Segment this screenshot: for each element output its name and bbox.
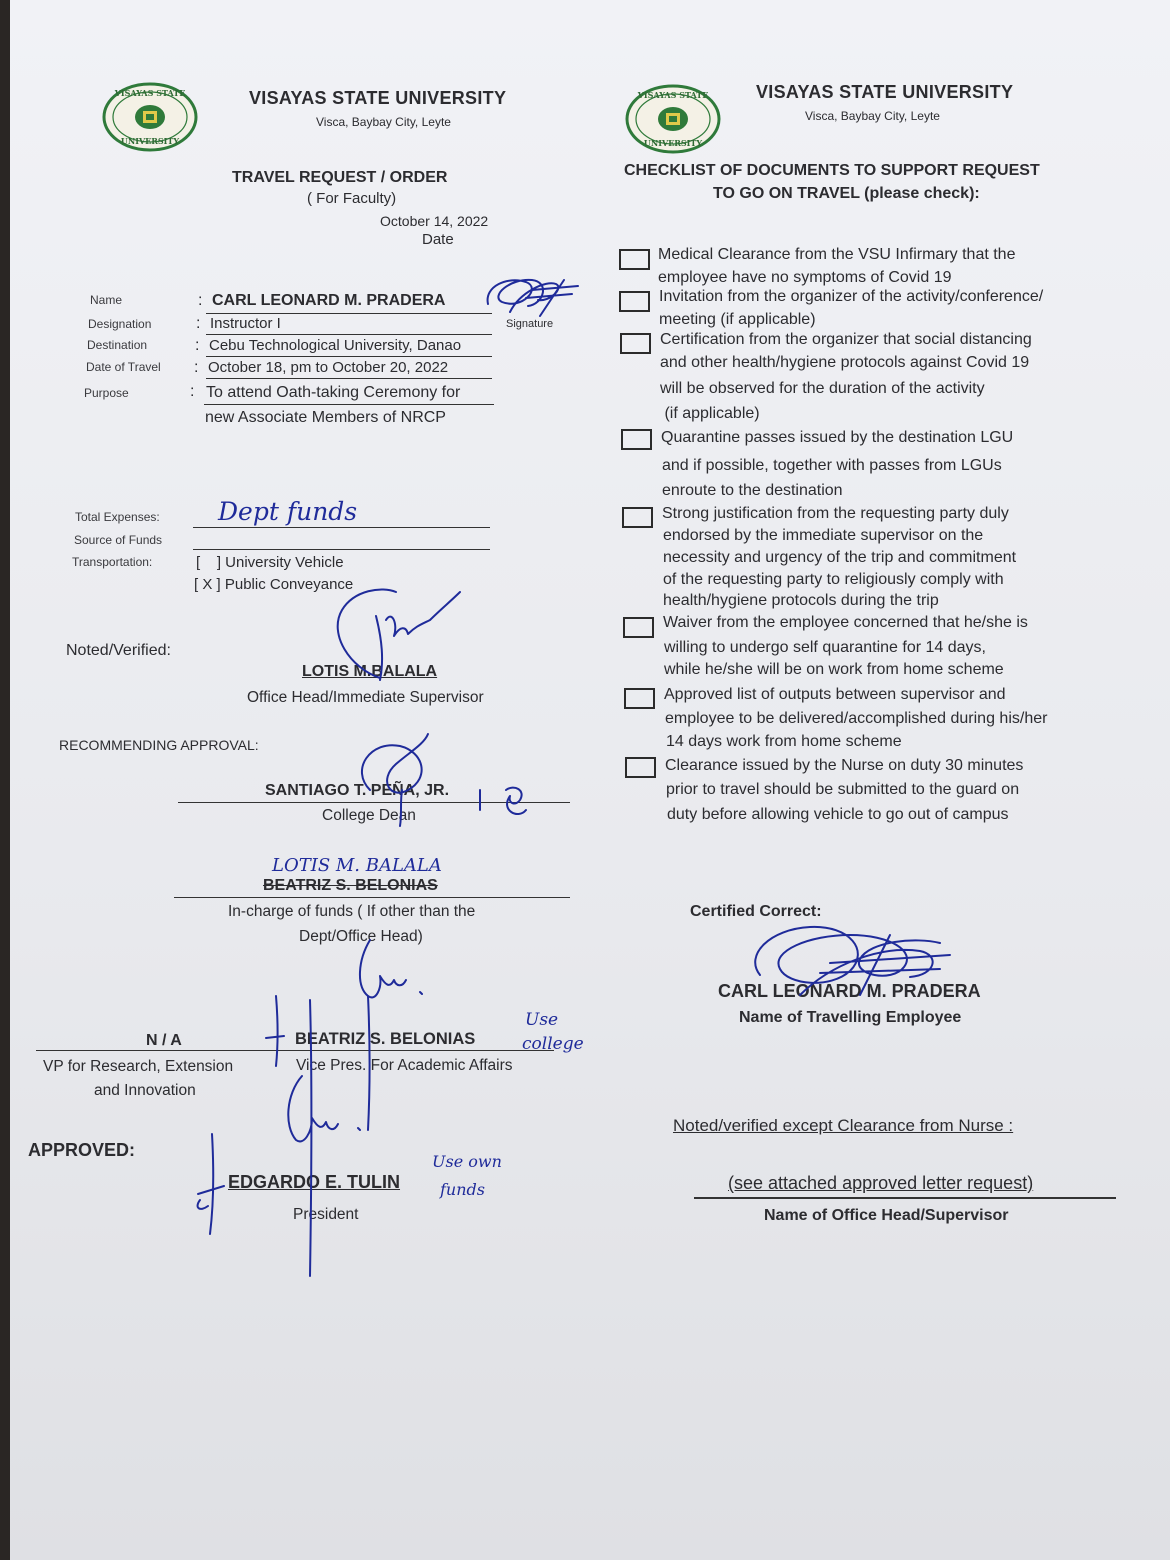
- designation-label: Designation: [88, 317, 152, 331]
- name-value: CARL LEONARD M. PRADERA: [212, 292, 446, 309]
- transport-option-public-conveyance: [ X ] Public Conveyance: [194, 576, 354, 593]
- destination-value: Cebu Technological University, Danao: [209, 337, 462, 354]
- svg-text:UNIVERSITY: UNIVERSITY: [643, 138, 703, 148]
- dean-title: College Dean: [322, 807, 416, 824]
- form-title: TRAVEL REQUEST / ORDER: [232, 169, 448, 186]
- svg-text:VISAYAS STATE: VISAYAS STATE: [114, 88, 186, 98]
- recommending-approval-label: RECOMMENDING APPROVAL:: [59, 737, 259, 753]
- university-seal-left: [102, 82, 198, 152]
- university-name-right: VISAYAS STATE UNIVERSITY: [756, 82, 1014, 102]
- checklist-checkbox[interactable]: [621, 429, 652, 450]
- date-of-travel-label: Date of Travel: [86, 360, 161, 374]
- noted-name: LOTIS M.BALALA: [302, 663, 438, 680]
- checklist-item-text: necessity and urgency of the trip and commitment: [663, 549, 1017, 566]
- svg-text:UNIVERSITY: UNIVERSITY: [120, 136, 180, 146]
- checklist-checkbox[interactable]: [619, 249, 650, 270]
- destination-underline: [206, 356, 492, 357]
- office-head-underline: [694, 1197, 1116, 1199]
- checklist-item-text: employee have no symptoms of Covid 19: [658, 269, 952, 286]
- vp-academic-note-2: college: [522, 1034, 584, 1054]
- office-head-value: (see attached approved letter request): [728, 1173, 1034, 1193]
- checklist-checkbox[interactable]: [620, 333, 651, 354]
- checklist-checkbox[interactable]: [623, 617, 654, 638]
- purpose-line-1: To attend Oath-taking Ceremony for: [206, 384, 461, 401]
- purpose-line-2: new Associate Members of NRCP: [205, 409, 446, 426]
- funds-incharge-name: BEATRIZ S. BELONIAS: [263, 877, 438, 894]
- date-of-travel-underline: [206, 378, 492, 379]
- university-address: Visca, Baybay City, Leyte: [316, 115, 451, 129]
- total-expenses-handwritten: Dept funds: [218, 497, 358, 526]
- checklist-item-text: (if applicable): [660, 405, 760, 422]
- certified-title: Name of Travelling Employee: [739, 1009, 962, 1026]
- checklist-title-1: CHECKLIST OF DOCUMENTS TO SUPPORT REQUEST: [624, 162, 1040, 179]
- colon: :: [198, 292, 203, 309]
- checklist-item-text: employee to be delivered/accomplished during his/her: [665, 710, 1048, 727]
- colon: :: [196, 315, 201, 332]
- checklist-item-text: and other health/hygiene protocols against Covid 19: [660, 354, 1030, 371]
- checklist-item-text: enroute to the destination: [662, 482, 843, 499]
- checklist-item-text: of the requesting party to religiously comply with: [663, 571, 1004, 588]
- checklist-checkbox[interactable]: [624, 688, 655, 709]
- president-note-2: funds: [440, 1180, 485, 1199]
- date-label: Date: [422, 231, 454, 248]
- office-head-title: Name of Office Head/Supervisor: [764, 1207, 1009, 1224]
- university-address-right: Visca, Baybay City, Leyte: [805, 109, 940, 123]
- colon: :: [190, 383, 195, 400]
- approved-label: APPROVED:: [28, 1140, 136, 1160]
- name-underline: [206, 313, 492, 314]
- checklist-title-2: TO GO ON TRAVEL (please check):: [713, 185, 980, 202]
- transportation-label: Transportation:: [72, 555, 153, 569]
- dean-underline: [178, 802, 570, 803]
- checklist-item-text: 14 days work from home scheme: [666, 733, 902, 750]
- signature-pradera-top: [480, 272, 590, 322]
- checklist-checkbox[interactable]: [619, 291, 650, 312]
- signature-initial-president: [190, 1130, 230, 1240]
- checklist-item-text: Invitation from the organizer of the activity/conference/: [659, 288, 1044, 305]
- certified-correct-label: Certified Correct:: [690, 903, 822, 920]
- president-note-1: Use own: [432, 1152, 502, 1171]
- vp-research-title-1: VP for Research, Extension: [43, 1058, 234, 1075]
- total-expenses-underline: [193, 527, 490, 528]
- source-of-funds-underline: [193, 549, 490, 550]
- vp-academic-name: BEATRIZ S. BELONIAS: [295, 1030, 476, 1048]
- checklist-item-text: Strong justification from the requesting party duly: [662, 505, 1009, 522]
- president-name: EDGARDO E. TULIN: [228, 1172, 401, 1192]
- checklist-item-text: will be observed for the duration of the activity: [660, 380, 985, 397]
- university-seal-right: [625, 84, 721, 154]
- checklist-item-text: duty before allowing vehicle to go out of campus: [667, 806, 1009, 823]
- checklist-item-text: Medical Clearance from the VSU Infirmary that the: [658, 246, 1016, 263]
- noted-title: Office Head/Immediate Supervisor: [247, 689, 484, 706]
- vp-research-name: N / A: [146, 1032, 182, 1049]
- checklist-item-text: meeting (if applicable): [659, 311, 816, 328]
- vp-underline: [36, 1050, 554, 1051]
- funds-handwritten-name: LOTIS M. BALALA: [272, 855, 442, 876]
- president-title: President: [293, 1206, 359, 1223]
- funds-incharge-title-1: In-charge of funds ( If other than the: [228, 903, 476, 920]
- funds-incharge-underline: [174, 897, 570, 898]
- designation-value: Instructor I: [210, 315, 281, 332]
- svg-text:VISAYAS STATE: VISAYAS STATE: [637, 90, 709, 100]
- name-label: Name: [90, 293, 123, 307]
- university-name: VISAYAS STATE UNIVERSITY: [249, 88, 507, 108]
- checklist-item-text: Approved list of outputs between supervisor and: [664, 686, 1006, 703]
- colon: :: [195, 337, 200, 354]
- checklist-item-text: willing to undergo self quarantine for 14 days,: [664, 639, 986, 656]
- checklist-item-text: Certification from the organizer that social distancing: [660, 331, 1032, 348]
- certified-name: CARL LEONARD M. PRADERA: [718, 981, 981, 1001]
- colon: :: [194, 359, 199, 376]
- vp-academic-note-1: Use: [525, 1010, 559, 1030]
- form-subtitle: ( For Faculty): [307, 190, 397, 207]
- noted-verified-label: Noted/Verified:: [66, 642, 171, 659]
- checklist-checkbox[interactable]: [622, 507, 653, 528]
- designation-underline: [206, 334, 492, 335]
- document-page: [10, 0, 1170, 1560]
- funds-incharge-title-2: Dept/Office Head): [299, 928, 423, 945]
- signature-label: Signature: [506, 318, 554, 330]
- checklist-item-text: health/hygiene protocols during the trip: [663, 592, 939, 609]
- transport-option-university-vehicle: [ ] University Vehicle: [196, 554, 344, 571]
- checklist-item-text: endorsed by the immediate supervisor on the: [663, 527, 984, 544]
- total-expenses-label: Total Expenses:: [75, 510, 160, 524]
- vp-academic-title: Vice Pres. For Academic Affairs: [296, 1057, 513, 1074]
- vp-research-title-2: and Innovation: [94, 1082, 196, 1099]
- dean-name: SANTIAGO T. PEÑA, JR.: [265, 782, 450, 799]
- date-of-travel-value: October 18, pm to October 20, 2022: [208, 359, 449, 376]
- purpose-underline: [204, 404, 494, 405]
- destination-label: Destination: [87, 338, 148, 352]
- checklist-item-text: and if possible, together with passes from LGUs: [662, 457, 1002, 474]
- source-of-funds-label: Source of Funds: [74, 533, 163, 547]
- checklist-item-text: prior to travel should be submitted to the guard on: [666, 781, 1020, 798]
- purpose-label: Purpose: [84, 386, 129, 400]
- checklist-item-text: while he/she will be on work from home scheme: [664, 661, 1004, 678]
- date-value: October 14, 2022: [380, 213, 489, 229]
- checklist-item-text: Quarantine passes issued by the destination LGU: [661, 429, 1014, 446]
- checklist-checkbox[interactable]: [625, 757, 656, 778]
- noted-verified-except-label: Noted/verified except Clearance from Nurse :: [673, 1116, 1014, 1135]
- checklist-item-text: Clearance issued by the Nurse on duty 30 minutes: [665, 757, 1024, 774]
- checklist-item-text: Waiver from the employee concerned that he/she is: [663, 614, 1028, 631]
